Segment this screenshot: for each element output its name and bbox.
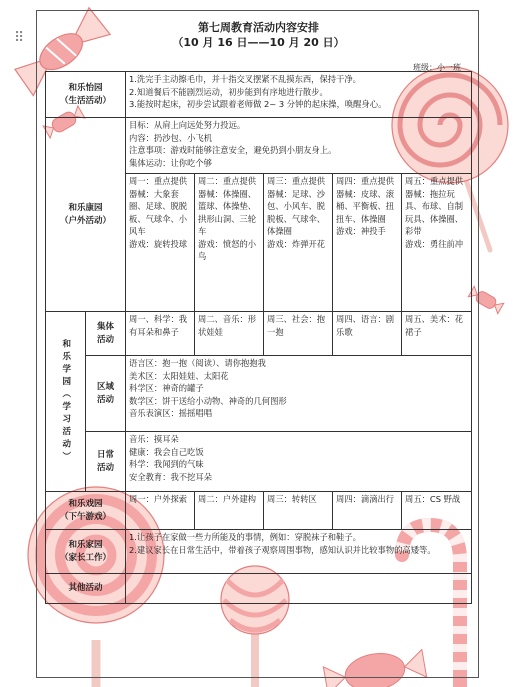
hxue-daily-content <box>126 432 472 492</box>
hxi-day-thu: 周四：滴滴出行 <box>333 492 402 530</box>
row-hxi <box>46 492 472 530</box>
row-other <box>46 574 472 604</box>
schedule-table <box>45 71 472 604</box>
row-hxue-label <box>46 312 86 492</box>
hxue-group-mon: 周一、科学：我有耳朵和鼻子 <box>126 312 195 356</box>
row-hyi-content <box>126 72 472 118</box>
row-hjia-content <box>126 530 472 574</box>
title-line-1: 第七周教育活动内容安排 <box>198 21 319 34</box>
class-label: 班级：小一班 <box>413 63 461 72</box>
hkang-intro-4: 集体运动：让你吃个够 <box>129 157 212 168</box>
hxue-group-thu: 周四、语言：剧乐歌 <box>333 312 402 356</box>
hxue-daily-line-4: 安全教育：我不挖耳朵 <box>129 471 212 482</box>
hxue-group-tue: 周二、音乐：形状娃娃 <box>195 312 264 356</box>
hyi-line-2: 2.知道餐后不能剧烈运动，初步能到有序地进行散步。 <box>129 86 328 97</box>
hjia-line-1: 1.让孩子在家做一些力所能及的事情，例如：穿脱袜子和鞋子。 <box>129 532 361 542</box>
hkang-intro-2: 内容：扔沙包、小飞机 <box>129 132 212 143</box>
drag-handle-icon[interactable]: ⠿ <box>14 30 24 46</box>
hjia-line-2: 2.建议家长在日常生活中，带着孩子观察周围事物，感知认识并比较事物的高矮等。 <box>129 544 436 555</box>
row-other-label: 其他活动 <box>46 574 126 604</box>
row-hjia-label: 和乐家园 （家长工作） <box>46 530 126 574</box>
hxue-group-fri: 周五、美术：花裙子 <box>402 312 472 356</box>
row-hxue-daily <box>46 432 472 492</box>
hkang-day-thu: 周四：重点提供器械：皮球、滚桶、平衡板、扭扭车、体操圈 游戏：神投手 <box>333 174 402 312</box>
row-other-content <box>126 574 472 604</box>
hxi-day-tue: 周二：户外建构 <box>195 492 264 530</box>
hkang-intro-1: 目标：从肩上向远处努力投远。 <box>129 120 246 130</box>
row-hxi-label: 和乐戏园 （下午游戏） <box>46 492 126 530</box>
hkang-day-tue: 周二：重点提供器械：体操圈、篮球、体操垫、拱形山洞、三轮车 游戏：愤怒的小鸟 <box>195 174 264 312</box>
hxue-area-line-3: 科学区：神奇的罐子 <box>129 383 204 393</box>
hxue-daily-line-3: 科学：我闻到的气味 <box>129 459 204 469</box>
hxue-daily-label: 日常 活动 <box>86 432 126 492</box>
hxue-area-line-4: 数学区：饼干送给小动物、神奇的几何图形 <box>129 395 287 406</box>
row-hkang-intro-content <box>126 118 472 174</box>
hxue-group-label: 集体 活动 <box>86 312 126 356</box>
title-line-2: （10 月 16 日——10 月 20 日） <box>172 36 345 49</box>
hyi-line-1: 1.洗完手主动擦毛巾，并十指交叉摆紧不乱摸东西，保持干净。 <box>129 74 361 84</box>
hkang-day-mon: 周一：重点提供器械：大象套圈、足球、脱脱板、气球伞、小风车 游戏：旋转投球 <box>126 174 195 312</box>
row-hyi <box>46 72 472 118</box>
hxue-area-label: 区域 活动 <box>86 356 126 432</box>
hxue-area-content <box>126 356 472 432</box>
hkang-day-fri: 周五：重点提供器械：拖拉玩具、布球、自制玩具、体操圈、彩带 游戏：勇往前冲 <box>402 174 472 312</box>
row-hkang-label: 和乐康园 （户外活动） <box>46 118 126 312</box>
hkang-intro-3: 注意事项：游戏时能够注意安全，避免扔到小朋友身上。 <box>129 145 337 155</box>
hxue-area-line-1: 语言区：抱一抱（阅读）、请你抱抱我 <box>129 358 266 368</box>
row-hxue-area <box>46 356 472 432</box>
hxue-area-line-5: 音乐表演区：摇摇唱唱 <box>129 408 212 418</box>
row-hkang-intro <box>46 118 472 174</box>
hxue-daily-line-2: 健康：我会自己吃饭 <box>129 446 204 457</box>
hxue-daily-line-1: 音乐：摸耳朵 <box>129 434 179 444</box>
hxue-group-wed: 周三、社会：抱一抱 <box>264 312 333 356</box>
hyi-line-3: 3.能按时起床，初步尝试跟着老师做 2~ 3 分钟的起床操，唤醒身心。 <box>129 99 387 109</box>
hxi-day-fri: 周五：CS 野战 <box>402 492 472 530</box>
hkang-day-wed: 周三：重点提供器械：足球、沙包、小风车、脱脱板、气球伞、体操圈 游戏：炸弹开花 <box>264 174 333 312</box>
row-hyi-label: 和乐怡园 （生活活动） <box>46 72 126 118</box>
row-hxue-group <box>46 312 472 356</box>
hxue-area-line-2: 美术区：太阳娃娃、太阳花 <box>129 370 229 381</box>
hxi-day-wed: 周三：转转区 <box>264 492 333 530</box>
hxi-day-mon: 周一：户外探索 <box>126 492 195 530</box>
document-title <box>0 20 517 50</box>
row-hjia <box>46 530 472 574</box>
hxue-label-text: 和乐学园（学习活动） <box>60 339 71 464</box>
